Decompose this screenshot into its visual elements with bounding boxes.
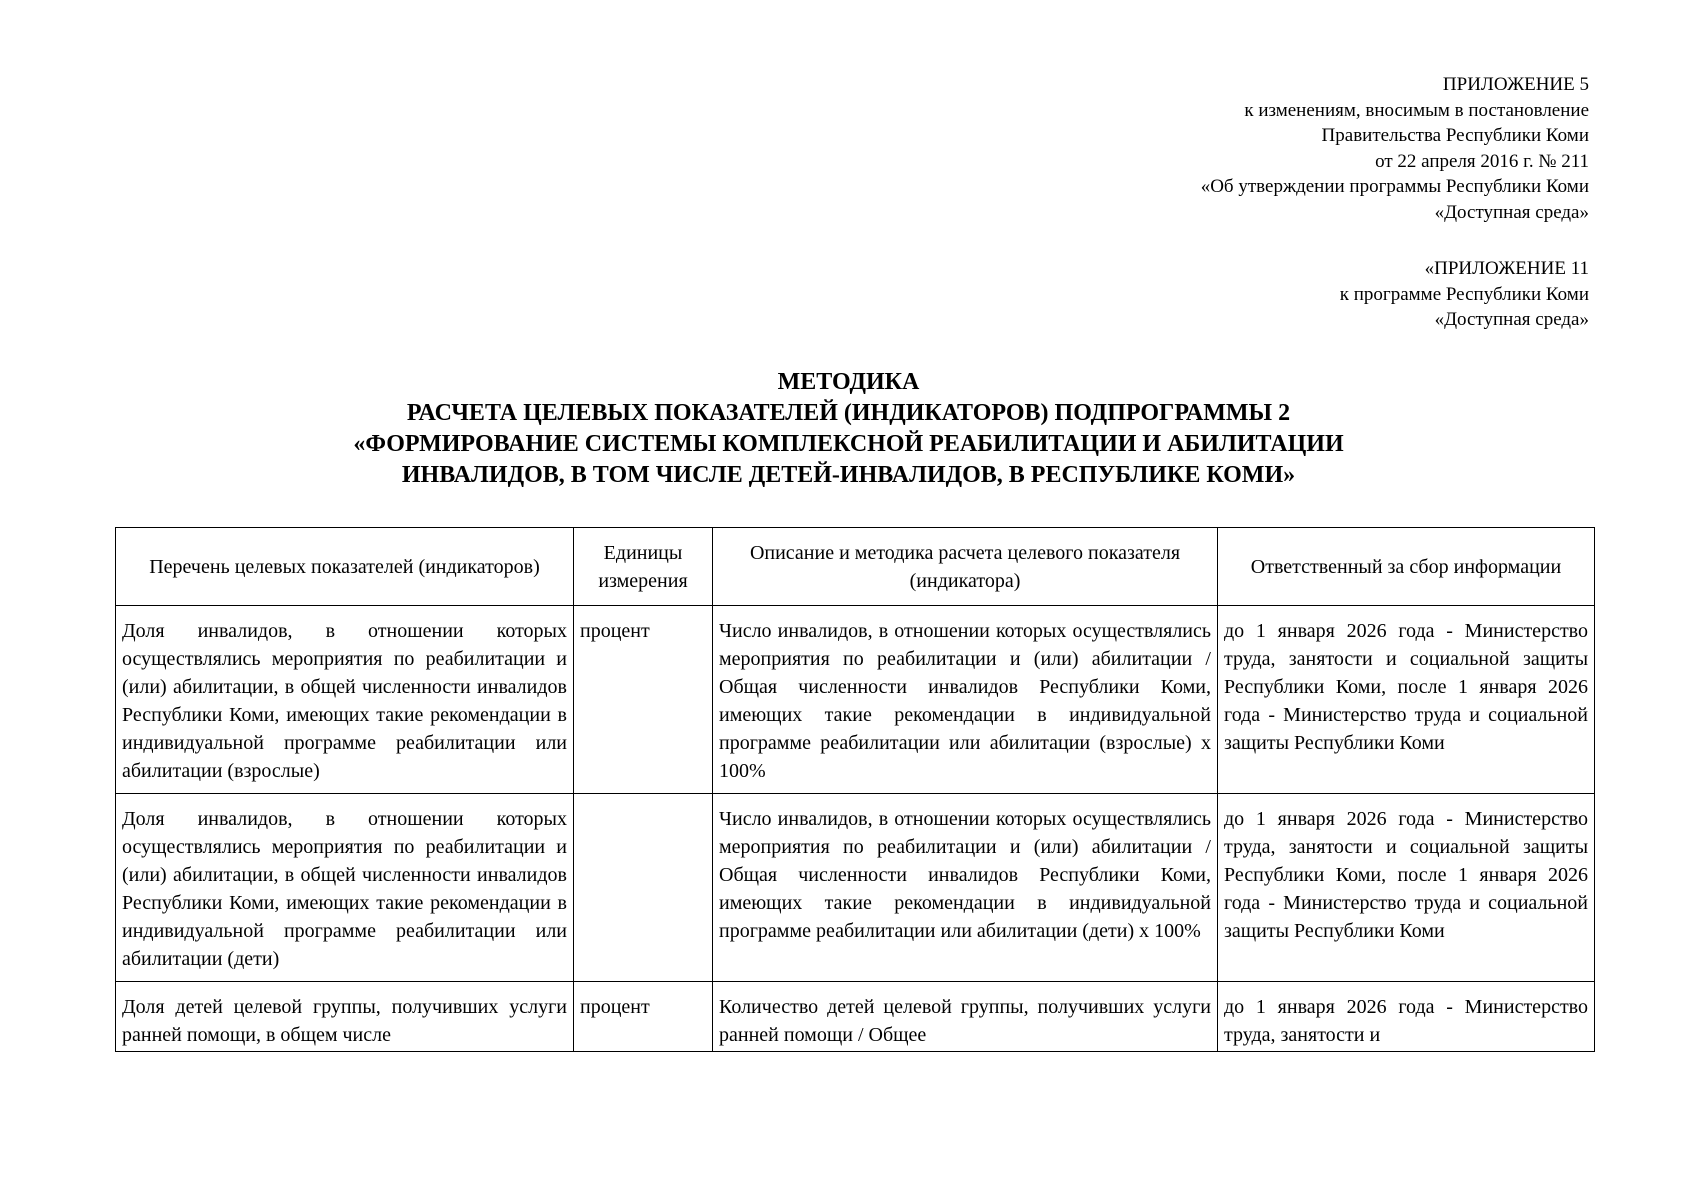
- cell-responsible: [1218, 982, 1595, 1052]
- title-line: «ФОРМИРОВАНИЕ СИСТЕМЫ КОМПЛЕКСНОЙ РЕАБИЛИТАЦИИ И АБИЛИТАЦИИ: [353, 431, 1344, 457]
- appendix-11-line: к программе Республики Коми: [1339, 283, 1589, 305]
- title-line: РАСЧЕТА ЦЕЛЕВЫХ ПОКАЗАТЕЛЕЙ (ИНДИКАТОРОВ) ПОДПРОГРАММЫ 2: [406, 400, 1291, 426]
- title-line: МЕТОДИКА: [777, 369, 920, 395]
- appendix-11-header: [889, 256, 1589, 333]
- cell-method: [713, 982, 1218, 1052]
- cell-unit: процент: [574, 606, 713, 794]
- cell-responsible: до 1 января 2026 года - Министерство труда, занятости и социальной защиты Республики Коми, после 1 января 2026 года - Министерство труда и социальной защиты Республики Коми: [1218, 606, 1595, 794]
- appendix-11-line: «ПРИЛОЖЕНИЕ 11: [1424, 258, 1589, 279]
- document-title: [0, 367, 1697, 491]
- cell-responsible-text: до 1 января 2026 года - Министерство труда, занятости и: [1224, 996, 1588, 1046]
- appendix-5-line: «Об утверждении программы Республики Коми: [1200, 176, 1589, 197]
- header-method: Описание и методика расчета целевого показателя (индикатора): [713, 528, 1218, 606]
- table-row: [116, 606, 1595, 794]
- cell-indicator: [116, 982, 574, 1052]
- header-responsible: Ответственный за сбор информации: [1218, 528, 1595, 606]
- appendix-5-line: к изменениям, вносимым в постановление: [1244, 99, 1589, 121]
- cell-method: Число инвалидов, в отношении которых осуществлялись мероприятия по реабилитации и (или) абилитации / Общая численности инвалидов Республики Коми, имеющих такие рекомендации в индивидуальной программе реабилитации или абилитации (дети) х 100%: [713, 794, 1218, 982]
- cell-method: Число инвалидов, в отношении которых осуществлялись мероприятия по реабилитации и (или) абилитации / Общая численности инвалидов Республики Коми, имеющих такие рекомендации в индивидуальной программе реабилитации или абилитации (взрослые) х 100%: [713, 606, 1218, 794]
- appendix-5-line: «Доступная среда»: [1434, 201, 1589, 223]
- table-row: [116, 794, 1595, 982]
- cell-responsible: до 1 января 2026 года - Министерство труда, занятости и социальной защиты Республики Коми, после 1 января 2026 года - Министерство труда и социальной защиты Республики Коми: [1218, 794, 1595, 982]
- table-header-row: [116, 528, 1595, 606]
- cell-unit-text: процент: [580, 996, 650, 1018]
- cell-indicator: Доля инвалидов, в отношении которых осуществлялись мероприятия по реабилитации и (или) абилитации, в общей численности инвалидов Республики Коми, имеющих такие рекомендации в индивидуальной программе реабилитации или абилитации (дети): [116, 794, 574, 982]
- table-row: [116, 982, 1595, 1052]
- title-line: ИНВАЛИДОВ, В ТОМ ЧИСЛЕ ДЕТЕЙ-ИНВАЛИДОВ, В РЕСПУБЛИКЕ КОМИ»: [401, 462, 1296, 488]
- header-unit: Единицы измерения: [574, 528, 713, 606]
- appendix-5-header: [889, 72, 1589, 225]
- cell-unit: [574, 982, 713, 1052]
- appendix-5-line: Правительства Республики Коми: [1321, 125, 1589, 146]
- cell-unit: [574, 794, 713, 982]
- cell-method-text: Количество детей целевой группы, получивших услуги ранней помощи / Общее: [719, 996, 1211, 1046]
- appendix-5-line: от 22 апреля 2016 г. № 211: [1375, 150, 1589, 172]
- cell-indicator: Доля инвалидов, в отношении которых осуществлялись мероприятия по реабилитации и (или) абилитации, в общей численности инвалидов Республики Коми, имеющих такие рекомендации в индивидуальной программе реабилитации или абилитации (взрослые): [116, 606, 574, 794]
- indicators-table: [115, 527, 1595, 1052]
- header-indicator: Перечень целевых показателей (индикаторов): [116, 528, 574, 606]
- appendix-5-line: ПРИЛОЖЕНИЕ 5: [1442, 74, 1589, 95]
- appendix-11-line: «Доступная среда»: [1434, 309, 1589, 330]
- cell-indicator-text: Доля детей целевой группы, получивших услуги ранней помощи, в общем числе: [122, 996, 567, 1046]
